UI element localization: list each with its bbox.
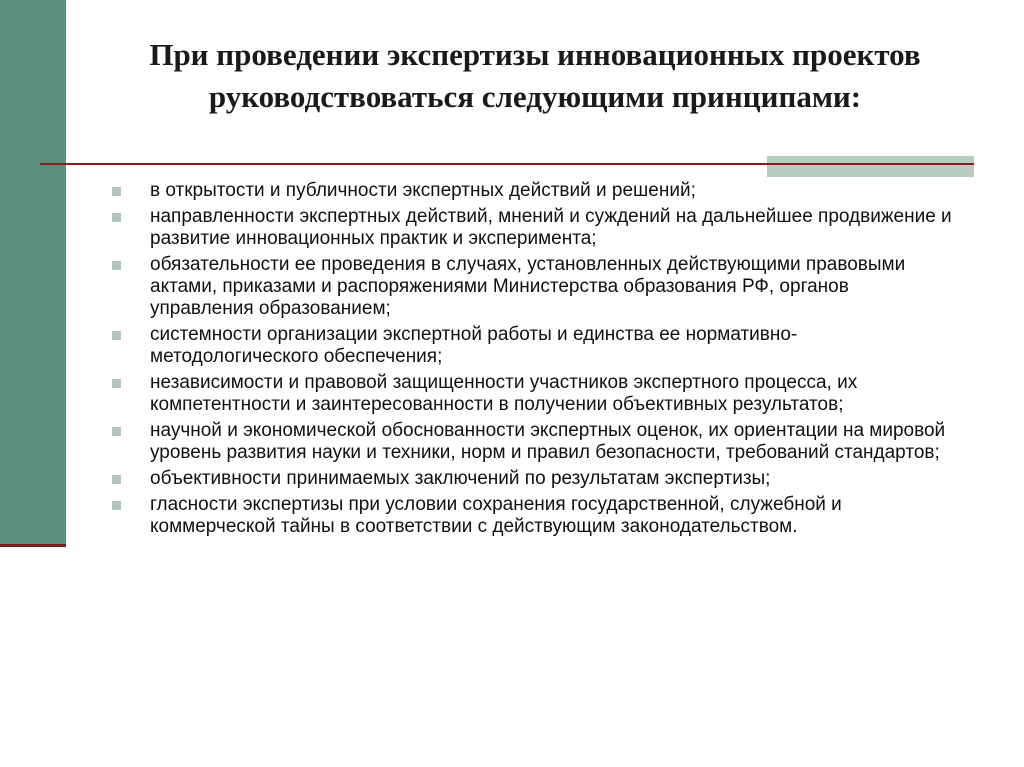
list-item <box>112 468 952 490</box>
list-item <box>112 420 952 464</box>
square-bullet-icon <box>112 187 121 196</box>
square-bullet-icon <box>112 213 121 222</box>
square-bullet-icon <box>112 427 121 436</box>
list-item-text: научной и экономической обоснованности экспертных оценок, их ориентации на мировой уровень развития науки и техники, норм и правил безопасности, требований стандартов; <box>150 420 946 463</box>
list-item-text: в открытости и публичности экспертных действий и решений; <box>150 180 696 201</box>
list-item <box>112 324 952 368</box>
list-item <box>112 206 952 250</box>
list-item <box>112 254 952 320</box>
title-accent-block <box>767 156 974 177</box>
square-bullet-icon <box>112 331 121 340</box>
list-item-text: системности организации экспертной работы и единства ее нормативно-методологического обеспечения; <box>150 324 798 367</box>
list-item-text: объективности принимаемых заключений по результатам экспертизы; <box>150 468 771 489</box>
left-decorative-bar <box>0 0 66 547</box>
slide-title: При проведении экспертизы инновационных проектов руководствоваться следующими принципами: <box>149 37 921 114</box>
list-item <box>112 180 952 202</box>
list-item <box>112 494 952 538</box>
square-bullet-icon <box>112 379 121 388</box>
principles-list <box>112 180 952 542</box>
list-item <box>112 372 952 416</box>
square-bullet-icon <box>112 501 121 510</box>
title-divider-line <box>40 163 974 165</box>
list-item-text: независимости и правовой защищенности участников экспертного процесса, их компетентности и заинтересованности в получении объективных результатов; <box>150 372 858 415</box>
list-item-text: гласности экспертизы при условии сохранения государственной, служебной и коммерческой тайны в соответствии с действующим законодательством. <box>150 494 842 537</box>
left-bar-underline <box>0 544 66 547</box>
square-bullet-icon <box>112 261 121 270</box>
square-bullet-icon <box>112 475 121 484</box>
list-item-text: направленности экспертных действий, мнений и суждений на дальнейшее продвижение и развитие инновационных практик и эксперимента; <box>150 206 952 249</box>
list-item-text: обязательности ее проведения в случаях, установленных действующими правовыми актами, приказами и распоряжениями Министерства образования РФ, органов управления образованием; <box>150 254 906 319</box>
